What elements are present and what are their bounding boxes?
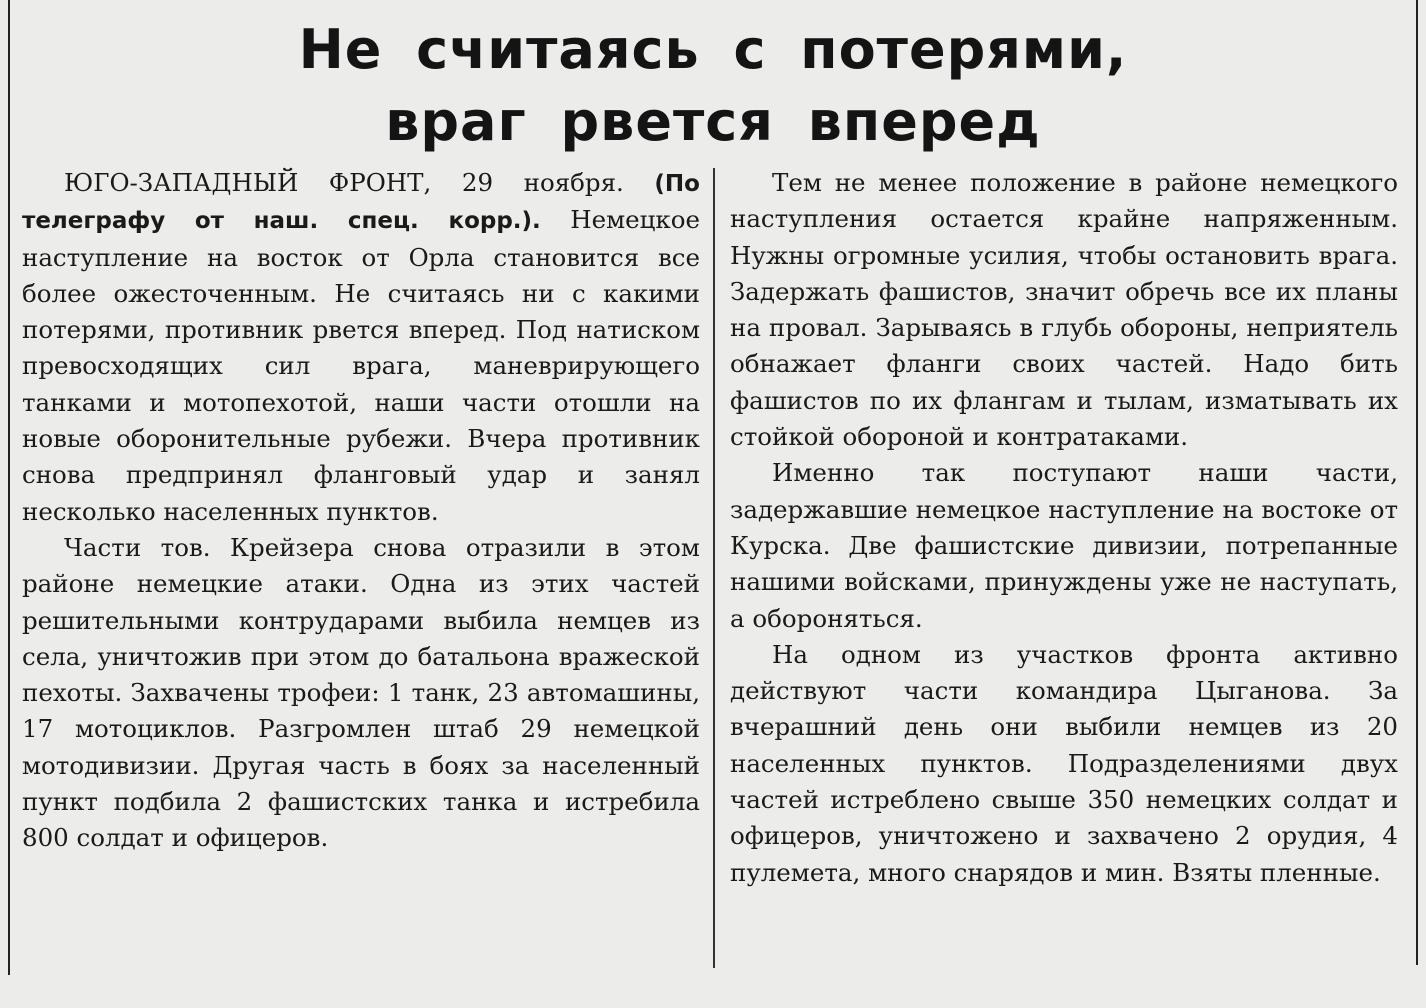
left-column (22, 165, 700, 857)
dateline: ЮГО-ЗАПАДНЫЙ ФРОНТ, 29 ноября. (64, 168, 624, 197)
right-paragraph-1: Тем не менее положение в районе немецкого наступления остается крайне напряженным. Нужны огромные усилия, чтобы остановить врага. Задержать фашистов, значит обречь все их планы на провал. Зарываясь в глубь обороны, неприятель обнажает фланги своих частей. Надо бить фашистов по их флангам и тылам, изматывать их стойкой обороной и контратаками. (730, 168, 1398, 452)
headline-line-2: враг рвется вперед (385, 90, 1041, 153)
headline-line-1: Не считаясь с потерями, (298, 18, 1128, 81)
right-paragraph-2: Именно так поступают наши части, задержавшие немецкое наступление на востоке от Курска. Две фашистские дивизии, потрепанные нашими войсками, принуждены уже не наступать, а обороняться. (730, 458, 1398, 633)
right-column (730, 165, 1398, 891)
right-paragraph-3: На одном из участков фронта активно действуют части командира Цыганова. За вчерашний день они выбили немцев из 20 населенных пунктов. Подразделениями двух частей истреблено свыше 350 немецких солдат и офицеров, уничтожено и захвачено 2 орудия, 4 пулемета, много снарядов и мин. Взяты пленные. (730, 639, 1398, 887)
left-paragraph-1-body: Немецкое наступление на восток от Орла становится все более ожесточенным. Не считаясь ни с какими потерями, противник рвется вперед. Под натиском превосходящих сил врага, маневрирующего танками и мотопехотой, наши части отошли на новые оборонительные рубежи. Вчера противник снова предпринял фланговый удар и занял несколько населенных пунктов. (22, 205, 700, 526)
source-credit: (По телеграфу от наш. спец. корр.). (22, 171, 700, 235)
left-paragraph-2: Части тов. Крейзера снова отразили в этом районе немецкие атаки. Одна из этих частей решительными контрударами выбила немцев из села, уничтожив при этом до батальона вражеской пехоты. Захвачены трофеи: 1 танк, 23 автомашины, 17 мотоциклов. Разгромлен штаб 29 немецкой мотодивизии. Другая часть в боях за населенный пункт подбила 2 фашистских танка и истребила 800 солдат и офицеров. (22, 532, 700, 853)
article-headline (40, 14, 1386, 158)
left-paragraph-1 (22, 165, 700, 530)
left-border-rule (8, 0, 10, 975)
right-border-rule (1416, 0, 1418, 965)
column-divider (713, 168, 715, 968)
